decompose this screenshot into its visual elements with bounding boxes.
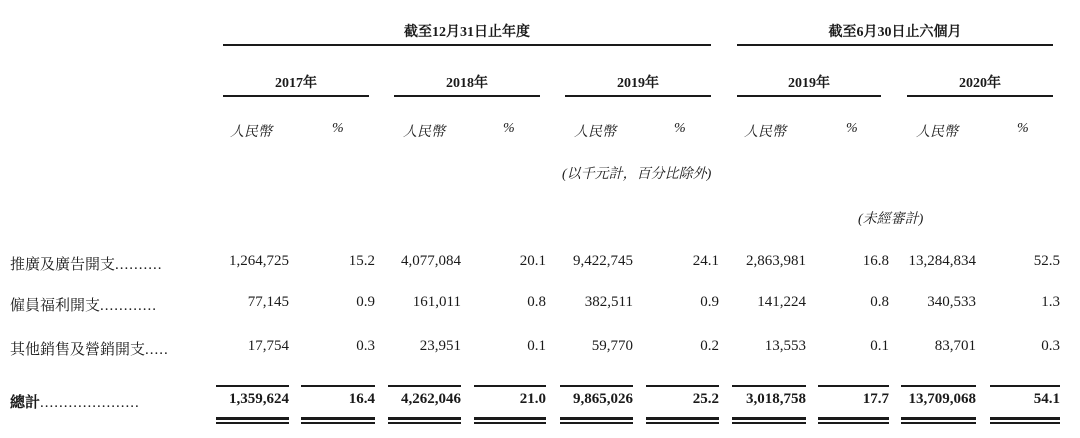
percent-cell: 25.2 xyxy=(692,391,719,407)
total-top-rule xyxy=(901,385,976,387)
row-label xyxy=(10,338,169,359)
leader-dots: ............ xyxy=(100,298,158,314)
amount-cell: 17,754 xyxy=(247,338,289,354)
total-top-rule xyxy=(646,385,719,387)
year-rule-2018 xyxy=(394,95,540,97)
amount-cell: 77,145 xyxy=(247,294,289,310)
total-double-underline xyxy=(646,417,719,424)
year-rule-2019-half xyxy=(737,95,881,97)
amount-cell: 59,770 xyxy=(591,338,633,354)
amount-cell: 2,863,981 xyxy=(746,253,806,269)
percent-cell: 24.1 xyxy=(692,253,719,269)
row-label-text: 總計 xyxy=(10,395,41,411)
year-header-2017: 2017年 xyxy=(275,76,317,91)
percent-cell: 0.8 xyxy=(870,294,889,310)
total-double-underline xyxy=(560,417,633,424)
percent-cell: 0.3 xyxy=(1041,338,1060,354)
percent-cell: 20.1 xyxy=(519,253,546,269)
total-row-label xyxy=(10,391,140,412)
amount-cell: 340,533 xyxy=(927,294,976,310)
row-label-text: 僱員福利開支 xyxy=(10,298,101,314)
thousands-note: (以千元計，百分比除外) xyxy=(562,167,712,182)
unaudited-note: (未經審計) xyxy=(858,212,924,227)
percent-cell: 0.3 xyxy=(356,338,375,354)
percent-cell: 1.3 xyxy=(1041,294,1060,310)
period-full-year-rule xyxy=(223,44,711,46)
total-top-rule xyxy=(560,385,633,387)
currency-label-2018: 人民幣 xyxy=(403,125,445,140)
percent-cell: 0.1 xyxy=(527,338,546,354)
percent-label-2020-half: % xyxy=(1017,121,1029,136)
total-top-rule xyxy=(990,385,1060,387)
percent-cell: 21.0 xyxy=(519,391,546,407)
amount-cell: 382,511 xyxy=(584,294,633,310)
year-rule-2017 xyxy=(223,95,369,97)
amount-cell: 161,011 xyxy=(412,294,461,310)
year-rule-2019-full xyxy=(565,95,711,97)
total-double-underline xyxy=(901,417,976,424)
amount-cell: 13,709,068 xyxy=(908,391,976,407)
percent-label-2018: % xyxy=(503,121,515,136)
year-header-2020-half: 2020年 xyxy=(959,76,1001,91)
leader-dots: ..... xyxy=(145,342,169,358)
percent-cell: 15.2 xyxy=(348,253,375,269)
amount-cell: 9,422,745 xyxy=(573,253,633,269)
amount-cell: 13,284,834 xyxy=(908,253,976,269)
amount-cell: 141,224 xyxy=(757,294,806,310)
total-top-rule xyxy=(818,385,889,387)
percent-label-2019-full: % xyxy=(674,121,686,136)
percent-cell: 0.9 xyxy=(356,294,375,310)
percent-cell: 0.2 xyxy=(700,338,719,354)
amount-cell: 3,018,758 xyxy=(746,391,806,407)
amount-cell: 23,951 xyxy=(419,338,461,354)
total-double-underline xyxy=(216,417,289,424)
year-header-2019-half: 2019年 xyxy=(788,76,830,91)
total-top-rule xyxy=(388,385,461,387)
amount-cell: 13,553 xyxy=(764,338,806,354)
amount-cell: 1,359,624 xyxy=(229,391,289,407)
percent-cell: 17.7 xyxy=(862,391,889,407)
currency-label-2019-half: 人民幣 xyxy=(744,125,786,140)
year-rule-2020-half xyxy=(907,95,1053,97)
percent-cell: 54.1 xyxy=(1033,391,1060,407)
amount-cell: 9,865,026 xyxy=(573,391,633,407)
amount-cell: 4,077,084 xyxy=(401,253,461,269)
year-header-2019-full: 2019年 xyxy=(617,76,659,91)
total-double-underline xyxy=(818,417,889,424)
total-top-rule xyxy=(732,385,806,387)
row-label xyxy=(10,253,163,274)
total-double-underline xyxy=(388,417,461,424)
row-label xyxy=(10,294,157,315)
percent-cell: 0.8 xyxy=(527,294,546,310)
period-six-months-rule xyxy=(737,44,1053,46)
year-header-2018: 2018年 xyxy=(446,76,488,91)
percent-label-2017: % xyxy=(332,121,344,136)
percent-cell: 52.5 xyxy=(1033,253,1060,269)
leader-dots: ..................... xyxy=(40,395,140,411)
amount-cell: 83,701 xyxy=(934,338,976,354)
period-six-months-header: 截至6月30日止六個月 xyxy=(828,25,962,40)
total-top-rule xyxy=(301,385,375,387)
currency-label-2017: 人民幣 xyxy=(230,125,272,140)
percent-cell: 0.1 xyxy=(870,338,889,354)
percent-cell: 0.9 xyxy=(700,294,719,310)
total-double-underline xyxy=(301,417,375,424)
percent-cell: 16.4 xyxy=(348,391,375,407)
row-label-text: 其他銷售及營銷開支 xyxy=(10,342,146,358)
amount-cell: 4,262,046 xyxy=(401,391,461,407)
period-full-year-header: 截至12月31日止年度 xyxy=(404,25,530,40)
total-double-underline xyxy=(990,417,1060,424)
total-double-underline xyxy=(732,417,806,424)
currency-label-2020-half: 人民幣 xyxy=(916,125,958,140)
row-label-text: 推廣及廣告開支 xyxy=(10,257,116,273)
leader-dots: .......... xyxy=(115,257,163,273)
percent-label-2019-half: % xyxy=(846,121,858,136)
currency-label-2019-full: 人民幣 xyxy=(574,125,616,140)
amount-cell: 1,264,725 xyxy=(229,253,289,269)
total-top-rule xyxy=(474,385,546,387)
total-top-rule xyxy=(216,385,289,387)
total-double-underline xyxy=(474,417,546,424)
percent-cell: 16.8 xyxy=(862,253,889,269)
